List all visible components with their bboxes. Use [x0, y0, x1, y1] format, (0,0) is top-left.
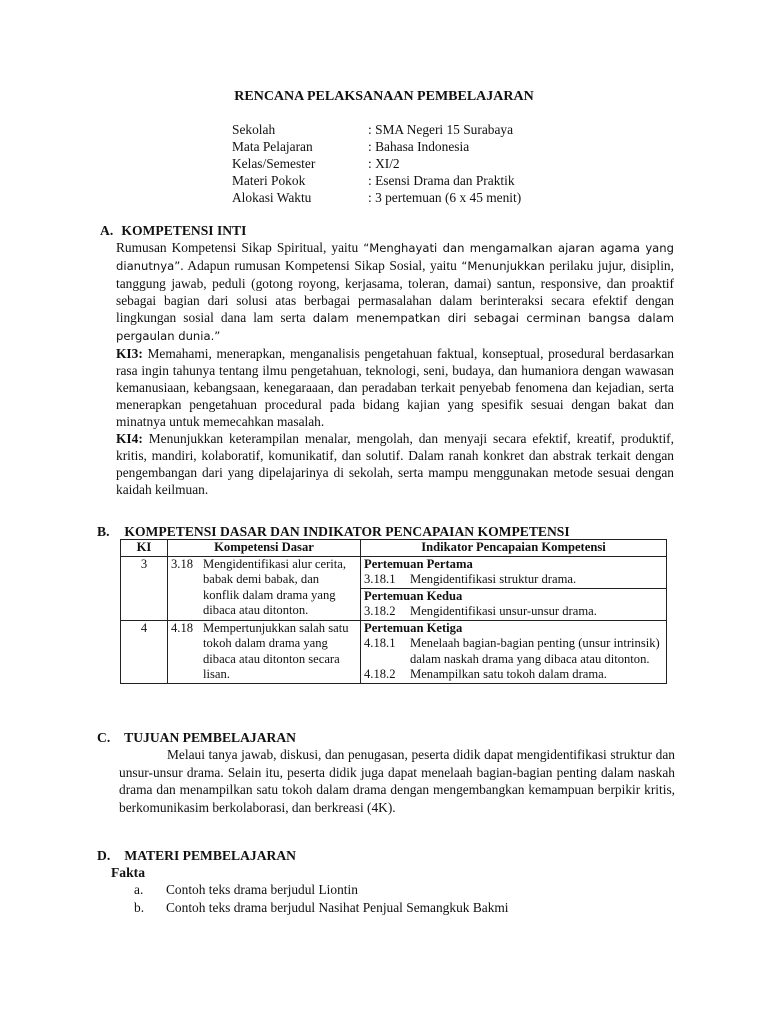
- identity-value: : 3 pertemuan (6 x 45 menit): [368, 190, 522, 205]
- list-text: Contoh teks drama berjudul Nasihat Penjual Semangkuk Bakmi: [166, 900, 509, 915]
- identity-key: Sekolah: [232, 122, 276, 137]
- identity-row: [232, 121, 521, 138]
- indicator-text: Menelaah bagian-bagian penting (unsur intrinsik) dalam naskah drama yang dibaca atau ditonton.: [410, 636, 660, 666]
- list-label: b.: [134, 900, 145, 915]
- identity-row: [232, 155, 521, 172]
- ki4-label: KI4:: [116, 431, 143, 446]
- identity-row: [232, 172, 521, 189]
- column-header-indikator: Indikator Pencapaian Kompetensi: [361, 540, 667, 557]
- ki-cell: 4: [121, 620, 168, 683]
- list-item: [134, 881, 509, 899]
- quote-text: dalam menempatkan diri sebagai cerminan bangsa dalam pergaulan dunia.”: [116, 311, 674, 343]
- section-title: TUJUAN PEMBELAJARAN: [124, 730, 296, 745]
- section-b-heading: [97, 523, 570, 540]
- indicator-number: 4.18.1: [364, 636, 396, 650]
- document-title: RENCANA PELAKSANAAN PEMBELAJARAN: [234, 89, 534, 104]
- list-text: Contoh teks drama berjudul Liontin: [166, 882, 358, 897]
- identity-row: [232, 189, 521, 206]
- paragraph-text: perilaku jujur, disiplin, tanggung jawab, peduli (gotong royong, kerjasama, toleran, damai) santun, responsive, dan proaktif sebagai bagian dari solusi atas berbagai permasalahan dalam berinteraksi secara efektif dengan lingkungan sosial dana lam serta: [116, 258, 674, 325]
- meeting-block: [361, 557, 666, 588]
- kompetensi-table: [120, 539, 667, 684]
- identity-key: Alokasi Waktu: [232, 190, 312, 205]
- section-number: B.: [97, 524, 110, 539]
- indicator-number: 3.18.2: [364, 604, 396, 618]
- identity-value: : Bahasa Indonesia: [368, 139, 470, 154]
- column-header-kd: Kompetensi Dasar: [168, 540, 361, 557]
- identity-value: : SMA Negeri 15 Surabaya: [368, 122, 514, 137]
- indicator-number: 4.18.2: [364, 667, 396, 681]
- meeting-block: [361, 621, 666, 683]
- section-c-body: [119, 746, 675, 816]
- section-title: KOMPETENSI INTI: [121, 223, 247, 238]
- table-header-row: [121, 540, 667, 557]
- quote-text: “Menunjukkan: [461, 259, 545, 273]
- indicator-cell: [361, 556, 667, 620]
- kd-text: Mengidentifikasi alur cerita, babak demi babak, dan konflik dalam drama yang dibaca atau ditonton.: [203, 556, 347, 617]
- section-d-heading: [97, 847, 296, 864]
- ki3-text: Memahami, menerapkan, menganalisis pengetahuan faktual, konseptual, prosedural berdasarkan rasa ingin tahunya tentang ilmu pengetahuan, teknologi, seni, budaya, dan humaniora dengan wawasan kemanusiaan, kebangsaan, kenegaraaan, dan peradaban terkait penyebab fenomena dan kejadian, serta menerapkan pengetahuan procedural pada bidang kajian yang spesifik sesuai dengan bakat dan minatnya untuk memecahkan masalah.: [116, 346, 674, 429]
- section-number: A.: [100, 223, 114, 238]
- section-title: MATERI PEMBELAJARAN: [124, 848, 296, 863]
- ki-cell: 3: [121, 556, 168, 620]
- indicator-text: Mengidentifikasi struktur drama.: [410, 572, 577, 586]
- section-a-heading: [100, 222, 246, 239]
- tujuan-paragraph: Melaui tanya jawab, diskusi, dan penugasan, peserta didik dapat mengidentifikasi struktur dan unsur-unsur drama. Selain itu, peserta didik juga dapat menelaah bagian-bagian penting dalam naskah drama dan menampilkan satu tokoh dalam drama dengan mengembangkan kemampuan berpikir kritis, berkomunikasim berkolaborasi, dan berkreasi (4K).: [119, 747, 675, 815]
- identity-value: : Esensi Drama dan Praktik: [368, 173, 515, 188]
- indicator-number: 3.18.1: [364, 572, 396, 586]
- indicator-item: [364, 572, 663, 588]
- identity-key: Kelas/Semester: [232, 156, 316, 171]
- meeting-block: [361, 588, 666, 620]
- paragraph-text: Rumusan Kompetensi Sikap Spiritual, yaitu: [116, 240, 359, 255]
- section-title: KOMPETENSI DASAR DAN INDIKATOR PENCAPAIAN KOMPETENSI: [124, 524, 570, 539]
- ki4-paragraph: [116, 430, 674, 498]
- quote-text: “Menghayati dan mengamalkan ajaran agama yang dianutnya”: [116, 241, 674, 273]
- fakta-heading: Fakta: [111, 865, 145, 880]
- meeting-title: Pertemuan Pertama: [364, 556, 473, 571]
- column-header-ki: KI: [121, 540, 168, 557]
- ki3-paragraph: [116, 345, 674, 430]
- kd-cell: [168, 556, 361, 620]
- identity-row: [232, 138, 521, 155]
- kd-text: Mempertunjukkan salah satu tokoh dalam drama yang dibaca atau ditonton secara lisan.: [203, 620, 349, 681]
- meeting-title: Pertemuan Ketiga: [364, 620, 463, 635]
- section-c-heading: [97, 729, 296, 746]
- indicator-item: [364, 604, 663, 620]
- indicator-item: [364, 667, 663, 683]
- identity-key: Mata Pelajaran: [232, 139, 313, 154]
- section-number: D.: [97, 848, 111, 863]
- table-row: [121, 620, 667, 683]
- kompetensi-sikap-paragraph: [116, 239, 674, 345]
- kd-cell: [168, 620, 361, 683]
- table-row: [121, 556, 667, 620]
- paragraph-text: . Adapun rumusan Kompetensi Sikap Sosial, yaitu: [180, 258, 457, 273]
- ki4-text: Menunjukkan keterampilan menalar, mengolah, dan menyaji secara efektif, kreatif, produktif, kritis, mandiri, kolaboratif, komunikatif, dan solutif. Dalam ranah konkret dan abstrak terkait dengan pengembangan dari yang dipelajarinya di sekolah, serta mampu menggunakan metode sesuai dengan kaidah keilmuan.: [116, 431, 674, 497]
- indicator-cell: [361, 620, 667, 683]
- list-item: [134, 899, 509, 917]
- identity-value: : XI/2: [368, 156, 400, 171]
- ki3-label: KI3:: [116, 346, 143, 361]
- section-a-body: [116, 239, 674, 498]
- indicator-text: Mengidentifikasi unsur-unsur drama.: [410, 604, 597, 618]
- fakta-list: [134, 881, 509, 917]
- section-number: C.: [97, 730, 111, 745]
- indicator-text: Menampilkan satu tokoh dalam drama.: [410, 667, 607, 681]
- meeting-title: Pertemuan Kedua: [364, 588, 463, 603]
- identity-key: Materi Pokok: [232, 173, 306, 188]
- kd-number: 3.18: [171, 556, 194, 571]
- list-label: a.: [134, 882, 144, 897]
- kd-number: 4.18: [171, 620, 194, 635]
- indicator-item: [364, 636, 663, 667]
- identity-block: [232, 121, 521, 206]
